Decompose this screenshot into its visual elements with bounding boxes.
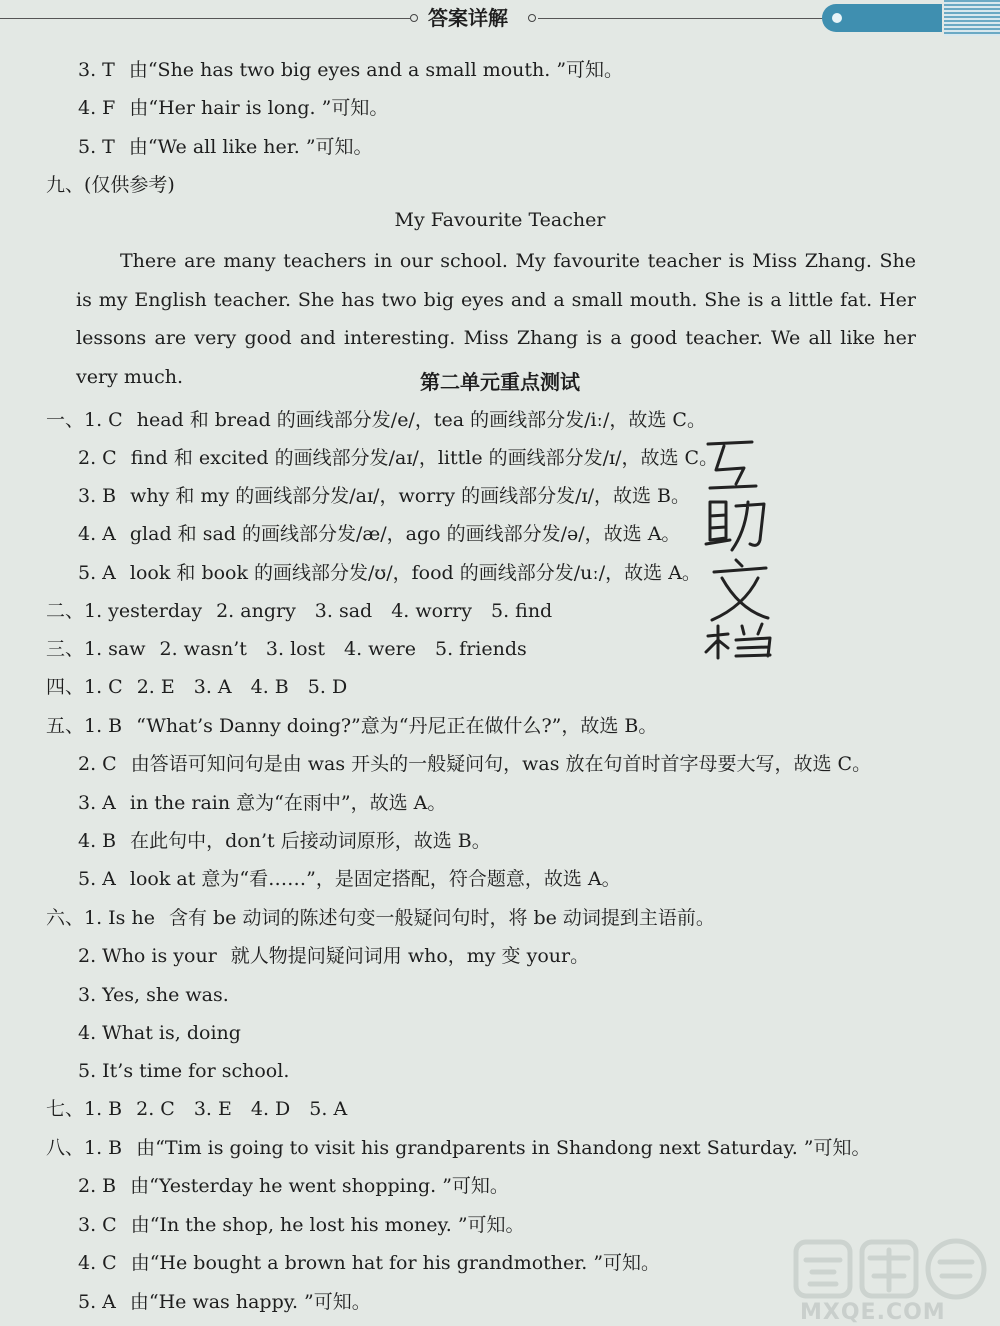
header-dot-right xyxy=(528,14,536,22)
answer-line: 二、1. yesterday 2. angry 3. sad 4. worry 5. find xyxy=(46,600,553,622)
unit-title: 第二单元重点测试 xyxy=(420,370,580,394)
answer-line: 八、1. B 由“Tim is going to visit his grandparents in Shandong next Saturday. ”可知。 xyxy=(46,1137,871,1159)
essay-body: There are many teachers in our school. My favourite teacher is Miss Zhang. She is my English teacher. She has two big eyes and a small mouth. She is a little fat. Her lessons are very good and interesting. Miss Zhang is a good teacher. We all like her very much. xyxy=(76,250,916,388)
answer-line: 5. A look at 意为“看……”，是固定搭配，符合题意，故选 A。 xyxy=(78,868,621,890)
header-dot-left xyxy=(410,14,418,22)
answer-line: 4. B 在此句中，don’t 后接动词原形，故选 B。 xyxy=(78,830,491,852)
handwriting-annotation xyxy=(700,440,780,660)
header-tab-stripes xyxy=(944,0,1000,36)
header-rule-right xyxy=(538,18,824,19)
answer-line: 5. It’s time for school. xyxy=(78,1060,290,1082)
answer-line: 三、1. saw 2. wasn’t 3. lost 4. were 5. friends xyxy=(46,638,527,660)
watermark-site: MXQE.COM xyxy=(800,1300,946,1325)
answer-line: 六、1. Is he 含有 be 动词的陈述句变一般疑问句时，将 be 动词提到主语前。 xyxy=(46,907,715,929)
header-rule-left xyxy=(0,18,410,19)
answer-line: 七、1. B 2. C 3. E 4. D 5. A xyxy=(46,1098,348,1120)
answer-line: 5. T 由“We all like her. ”可知。 xyxy=(78,136,373,158)
answer-line: 3. B why 和 my 的画线部分发/aɪ/，worry 的画线部分发/ɪ/，故选 B。 xyxy=(78,485,690,507)
answer-line: 2. C find 和 excited 的画线部分发/aɪ/，little 的画线部分发/ɪ/，故选 C。 xyxy=(78,447,719,469)
answer-line: 4. F 由“Her hair is long. ”可知。 xyxy=(78,97,389,119)
answer-line: 3. C 由“In the shop, he lost his money. ”可知。 xyxy=(78,1214,525,1236)
essay-title: My Favourite Teacher xyxy=(394,209,606,231)
answer-line: 3. Yes, she was. xyxy=(78,984,229,1006)
answer-line: 2. B 由“Yesterday he went shopping. ”可知。 xyxy=(78,1175,509,1197)
answer-line: 4. What is, doing xyxy=(78,1022,241,1044)
answer-line: 4. A glad 和 sad 的画线部分发/æ/，ago 的画线部分发/ə/，故选 A。 xyxy=(78,523,681,545)
answer-line: 2. Who is your 就人物提问疑问词用 who，my 变 your。 xyxy=(78,945,590,967)
answer-line: 一、1. C head 和 bread 的画线部分发/e/，tea 的画线部分发/iː/，故选 C。 xyxy=(46,409,706,431)
answer-line: 2. C 由答语可知问句是由 was 开头的一般疑问句，was 放在句首时首字母要大写，故选 C。 xyxy=(78,753,872,775)
answer-line: 3. T 由“She has two big eyes and a small mouth. ”可知。 xyxy=(78,59,624,81)
section-label: 九、(仅供参考) xyxy=(46,174,175,196)
answer-line: 4. C 由“He bought a brown hat for his grandmother. ”可知。 xyxy=(78,1252,661,1274)
answer-line: 3. A in the rain 意为“在雨中”，故选 A。 xyxy=(78,792,447,814)
answer-line: 5. A look 和 book 的画线部分发/ʊ/，food 的画线部分发/uː/，故选 A。 xyxy=(78,562,701,584)
header-tab-dot xyxy=(832,13,842,23)
page-header xyxy=(0,0,1000,40)
answer-line: 5. A 由“He was happy. ”可知。 xyxy=(78,1291,371,1313)
answer-line: 五、1. B “What’s Danny doing?”意为“丹尼正在做什么?”，故选 B。 xyxy=(46,715,658,737)
answer-line: 四、1. C 2. E 3. A 4. B 5. D xyxy=(46,676,348,698)
header-title: 答案详解 xyxy=(428,6,508,30)
